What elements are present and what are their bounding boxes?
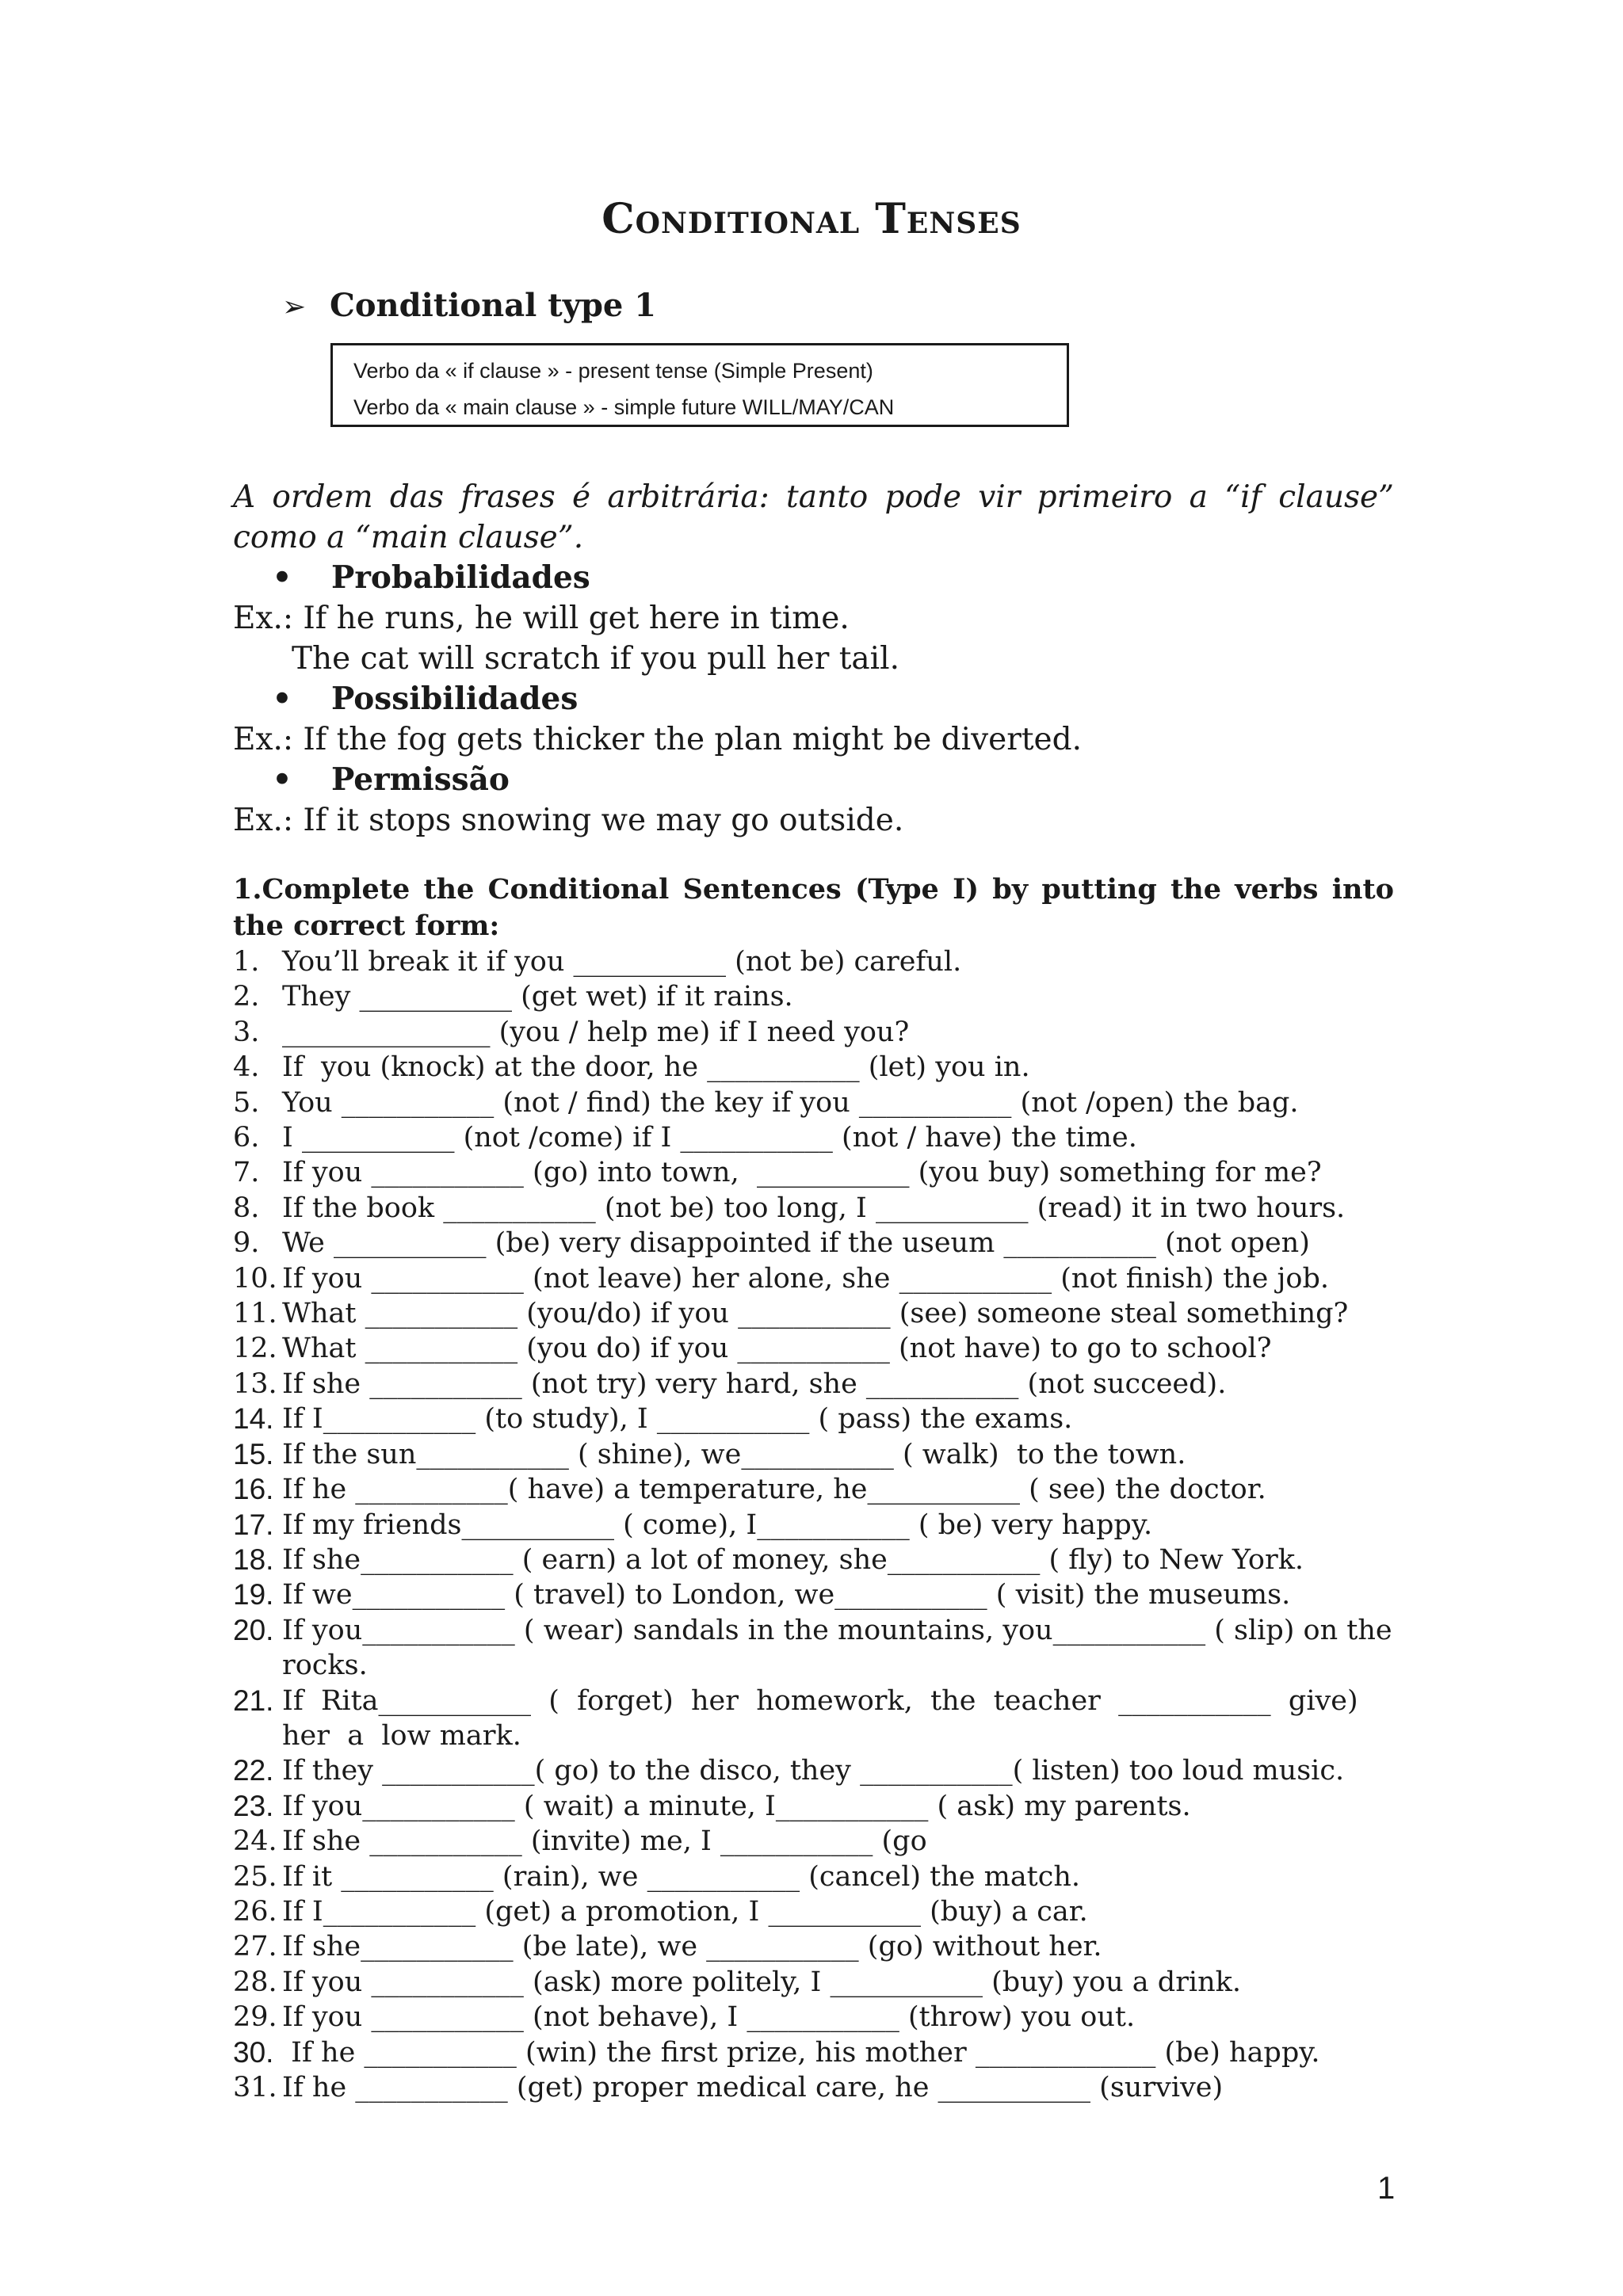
section-heading-text: Conditional type 1 bbox=[330, 287, 657, 324]
exercise-item-text: If we___________ ( travel) to London, we___________ ( visit) the museums. bbox=[282, 1579, 1291, 1611]
exercise-item-number: 1. bbox=[233, 946, 260, 978]
exercise-item bbox=[233, 944, 1394, 979]
exercise-item-text: If you ___________ (not leave) her alone, she ___________ (not finish) the job. bbox=[282, 1262, 1329, 1295]
exercise-item-number: 27. bbox=[233, 1931, 277, 1963]
exercise-item bbox=[233, 1684, 1394, 1754]
example-line: Ex.: If it stops snowing we may go outside. bbox=[233, 803, 904, 838]
exercise-item-text: If my friends___________ ( come), I___________ ( be) very happy. bbox=[282, 1508, 1153, 1541]
exercise-item-number: 19. bbox=[233, 1578, 274, 1611]
exercise-item-text: If Rita___________ ( forget) her homework, the teacher ___________ give) her a low mark. bbox=[282, 1684, 1376, 1752]
exercise-item-text: You’ll break it if you ___________ (not be) careful. bbox=[282, 946, 962, 978]
exercise-item-number: 8. bbox=[233, 1192, 260, 1224]
exercise-item-number: 21. bbox=[233, 1684, 274, 1717]
bullet-icon: • bbox=[272, 560, 292, 596]
page-number: 1 bbox=[1377, 2171, 1396, 2206]
exercise-item-number: 6. bbox=[233, 1122, 260, 1154]
exercise-item-number: 18. bbox=[233, 1543, 274, 1576]
exercise-item-text: If you___________ ( wait) a minute, I___________ ( ask) my parents. bbox=[282, 1790, 1191, 1822]
exercise-item bbox=[233, 1824, 1394, 1859]
exercise-item-text: If she___________ ( earn) a lot of money, she___________ ( fly) to New York. bbox=[282, 1543, 1304, 1576]
exercise-item-number: 12. bbox=[233, 1333, 277, 1365]
exercise-item-text: If you ___________ (go) into town, ___________ (you buy) something for me? bbox=[282, 1157, 1322, 1189]
exercise-item bbox=[233, 1331, 1394, 1366]
exercise-item bbox=[233, 1577, 1394, 1612]
exercise-item-number: 3. bbox=[233, 1016, 260, 1048]
section-heading bbox=[282, 287, 656, 324]
rule-line-if-clause: Verbo da « if clause » - present tense (Simple Present) bbox=[353, 359, 873, 383]
exercise-item-number: 5. bbox=[233, 1086, 260, 1119]
exercise-item-number: 30. bbox=[233, 2035, 274, 2069]
rule-line-main-clause: Verbo da « main clause » - simple future WILL/MAY/CAN bbox=[353, 395, 895, 419]
exercise-item bbox=[233, 1155, 1394, 1190]
exercise-item bbox=[233, 1437, 1394, 1472]
exercise-item-text: If she___________ (be late), we ___________ (go) without her. bbox=[282, 1931, 1102, 1963]
use-heading-possibilidades: • Possibilidades bbox=[233, 679, 1394, 719]
exercise-item-text: If they ___________( go) to the disco, they ___________( listen) too loud music. bbox=[282, 1755, 1345, 1787]
exercise-item bbox=[233, 1402, 1394, 1436]
exercise-item-text: We ___________ (be) very disappointed if the useum ___________ (not open) bbox=[282, 1227, 1310, 1260]
exercise-item-text: What ___________ (you do) if you ___________ (not have) to go to school? bbox=[282, 1333, 1272, 1365]
exercise-item bbox=[233, 2000, 1394, 2035]
exercise-item bbox=[233, 1226, 1394, 1261]
exercise-item-text: I ___________ (not /come) if I ___________ (not / have) the time. bbox=[282, 1122, 1137, 1154]
exercise-item bbox=[233, 1508, 1394, 1543]
explanation-block bbox=[233, 477, 1394, 841]
exercise-item-number: 16. bbox=[233, 1473, 274, 1506]
use-heading-probabilidades: • Probabilidades bbox=[233, 558, 1394, 598]
example-line: The cat will scratch if you pull her tail. bbox=[292, 641, 900, 677]
exercise-item-number: 4. bbox=[233, 1051, 260, 1084]
exercise-item-number: 13. bbox=[233, 1367, 277, 1400]
exercise-item bbox=[233, 1261, 1394, 1296]
exercise-item bbox=[233, 2035, 1394, 2070]
arrow-bullet-icon: ➢ bbox=[282, 291, 307, 323]
exercise-item-number: 11. bbox=[233, 1298, 277, 1330]
bullet-icon: • bbox=[272, 681, 292, 717]
exercise-item-number: 22. bbox=[233, 1754, 274, 1787]
exercise-item bbox=[233, 1191, 1394, 1226]
exercise-item-number: 24. bbox=[233, 1825, 277, 1858]
exercise-item-text: If you ___________ (ask) more politely, I ___________ (buy) you a drink. bbox=[282, 1966, 1241, 1998]
exercise-item-text: If I___________ (to study), I ___________ ( pass) the exams. bbox=[282, 1403, 1073, 1436]
exercise-list bbox=[233, 944, 1401, 2105]
exercise-item-number: 10. bbox=[233, 1262, 277, 1295]
exercise-item-number: 25. bbox=[233, 1860, 277, 1893]
exercise-item-text: _______________ (you / help me) if I need you? bbox=[282, 1016, 910, 1048]
exercise-item bbox=[233, 1894, 1394, 1929]
exercise-item-text: If it ___________ (rain), we ___________ (cancel) the match. bbox=[282, 1860, 1081, 1893]
exercise-item-number: 7. bbox=[233, 1157, 260, 1189]
exercise-item-number: 2. bbox=[233, 981, 260, 1013]
intro-paragraph: A ordem das frases é arbitrária: tanto pode vir primeiro a “if clause” como a “main clause”. bbox=[233, 479, 1394, 555]
exercise-item-number: 17. bbox=[233, 1508, 274, 1541]
exercise-item bbox=[233, 1367, 1394, 1402]
exercise-item bbox=[233, 1789, 1394, 1824]
page-title: Conditional Tenses bbox=[601, 195, 1022, 243]
exercise-item bbox=[233, 1472, 1394, 1507]
exercise-item-number: 31. bbox=[233, 2072, 277, 2103]
example-line: Ex.: If he runs, he will get here in time. bbox=[233, 601, 850, 636]
exercise-item-number: 9. bbox=[233, 1227, 260, 1260]
exercise-item bbox=[233, 1965, 1394, 2000]
exercise-item-text: If the book ___________ (not be) too long, I ___________ (read) it in two hours. bbox=[282, 1192, 1346, 1224]
exercise-item bbox=[233, 1085, 1394, 1120]
exercise-item bbox=[233, 1929, 1394, 1964]
exercise-item bbox=[233, 1613, 1401, 1684]
exercise-item-number: 20. bbox=[233, 1613, 274, 1646]
exercise-item bbox=[233, 1120, 1394, 1155]
exercise-item-text: If he ___________ (win) the first prize, his mother _____________ (be) happy. bbox=[282, 2036, 1320, 2069]
example-line: Ex.: If the fog gets thicker the plan might be diverted. bbox=[233, 722, 1082, 757]
exercise-item-text: If I___________ (get) a promotion, I ___________ (buy) a car. bbox=[282, 1895, 1088, 1928]
use-heading-permissao: • Permissão bbox=[233, 760, 1394, 800]
exercise-block bbox=[233, 871, 1401, 2105]
exercise-item-number: 14. bbox=[233, 1402, 274, 1436]
exercise-item bbox=[233, 1050, 1394, 1085]
exercise-item bbox=[233, 1296, 1394, 1331]
exercise-item bbox=[233, 1753, 1394, 1788]
exercise-item-text: If you___________ ( wear) sandals in the mountains, you___________ ( slip) on the rocks. bbox=[282, 1614, 1401, 1682]
exercise-item-text: If she ___________ (invite) me, I ___________ (go bbox=[282, 1825, 927, 1858]
exercise-item bbox=[233, 979, 1394, 1014]
exercise-item-text: They ___________ (get wet) if it rains. bbox=[282, 981, 793, 1013]
exercise-item-number: 26. bbox=[233, 1895, 277, 1928]
exercise-item-number: 29. bbox=[233, 2001, 277, 2034]
exercise-title: 1.Complete the Conditional Sentences (Type I) by putting the verbs into the correct form: bbox=[233, 873, 1394, 942]
bullet-icon: • bbox=[272, 762, 292, 798]
exercise-item bbox=[233, 1543, 1394, 1577]
exercise-item bbox=[233, 2070, 1394, 2105]
exercise-item-number: 28. bbox=[233, 1966, 277, 1998]
exercise-item-text: If you (knock) at the door, he ___________ (let) you in. bbox=[282, 1051, 1030, 1084]
rule-box bbox=[330, 343, 1069, 427]
exercise-item-text: You ___________ (not / find) the key if you ___________ (not /open) the bag. bbox=[282, 1086, 1299, 1119]
exercise-item bbox=[233, 1859, 1394, 1894]
exercise-item-number: 15. bbox=[233, 1437, 274, 1470]
exercise-item-text: If the sun___________ ( shine), we___________ ( walk) to the town. bbox=[282, 1438, 1186, 1470]
exercise-item-text: If you ___________ (not behave), I ___________ (throw) you out. bbox=[282, 2001, 1136, 2034]
exercise-item-text: What ___________ (you/do) if you ___________ (see) someone steal something? bbox=[282, 1298, 1349, 1330]
exercise-item-text: If she ___________ (not try) very hard, she ___________ (not succeed). bbox=[282, 1367, 1227, 1400]
exercise-item-text: If he ___________ (get) proper medical care, he ___________ (survive) bbox=[282, 2072, 1224, 2103]
exercise-item-text: If he ___________( have) a temperature, he___________ ( see) the doctor. bbox=[282, 1474, 1266, 1506]
exercise-item-number: 23. bbox=[233, 1789, 274, 1822]
exercise-item bbox=[233, 1015, 1394, 1050]
